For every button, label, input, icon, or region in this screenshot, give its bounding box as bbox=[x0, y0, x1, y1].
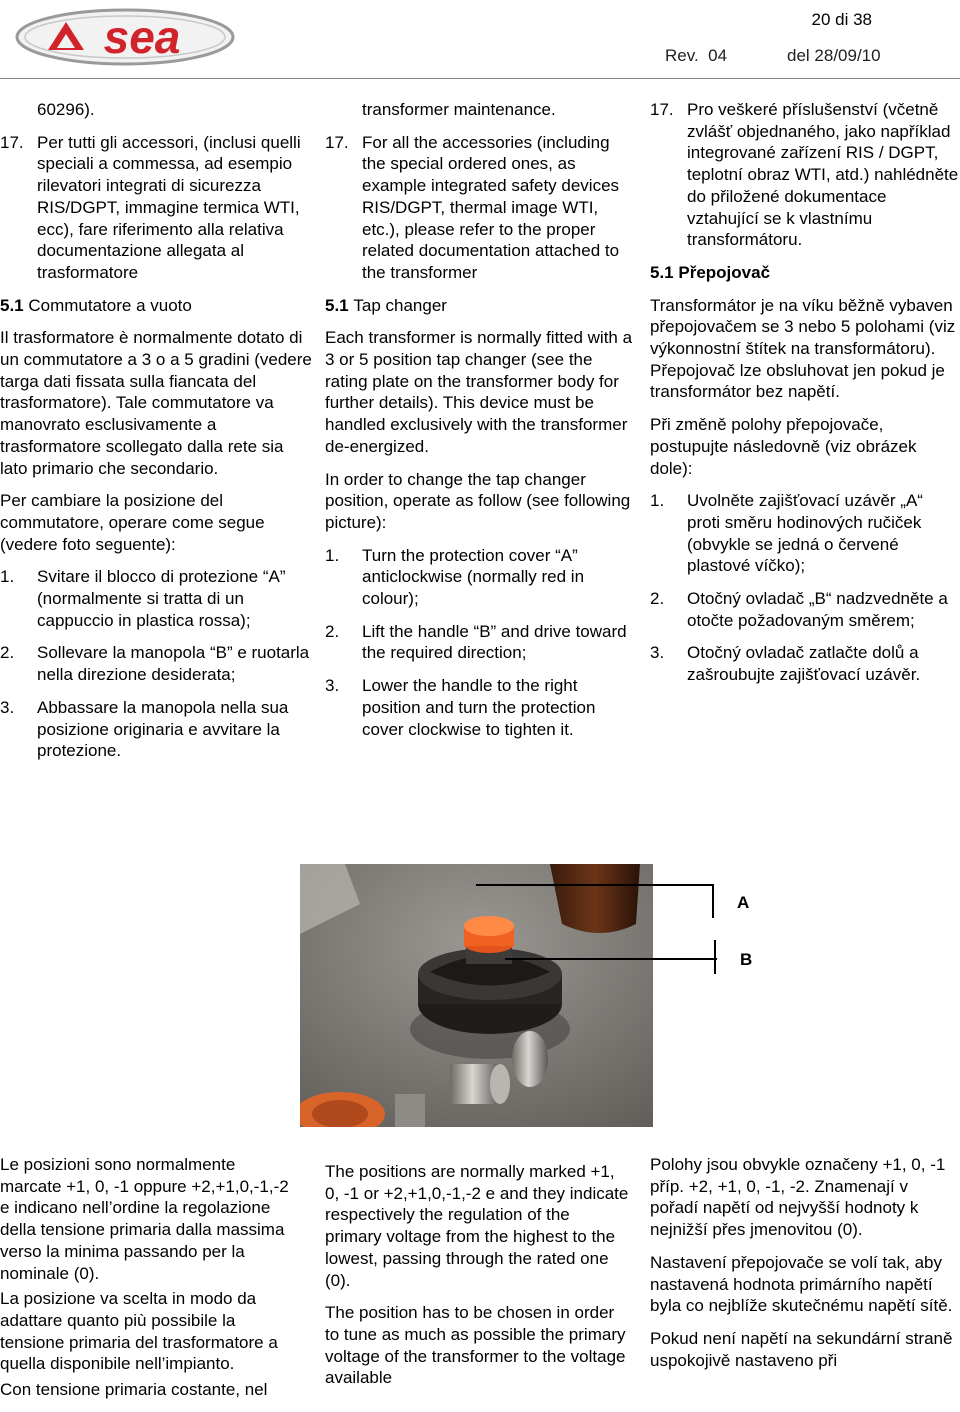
en-section-heading: 5.1 Tap changer bbox=[325, 295, 447, 315]
it-bottom bbox=[0, 1154, 300, 1412]
en-step-3: 3. Lower the handle to the right position and turn the protection cover clockwise to tighten it. bbox=[325, 676, 596, 739]
brand-wordmark: sea bbox=[103, 11, 181, 63]
cz-step-1: 1. Uvolněte zajišťovací uzávěr „A“ proti směru hodinových ručiček (obvykle se jedná o červené plastové víčko); bbox=[650, 491, 923, 576]
callout-b-line bbox=[505, 958, 717, 960]
callout-a-line bbox=[476, 884, 713, 886]
page-number: 20 di 38 bbox=[811, 10, 872, 29]
it-paragraph-1: Il trasformatore è normalmente dotato di un commutatore a 3 o a 5 gradini (vedere targa dati fissata sulla fiancata del trasformatore). Tale commutatore va manovrato esclusivamente a trasformatore scollegato dalla rete sia lato primario che secondario. bbox=[0, 328, 312, 478]
en-pre: transformer maintenance. bbox=[362, 100, 556, 119]
en-bottom bbox=[325, 1161, 630, 1400]
english-column bbox=[325, 99, 635, 751]
czech-column bbox=[650, 99, 960, 697]
en-step-2: 2. Lift the handle “B” and drive toward the required direction; bbox=[325, 621, 627, 663]
it-step-1: 1. Svitare il blocco di protezione “A” (normalmente si tratta di un cappuccio in plastica rossa); bbox=[0, 567, 286, 630]
it-paragraph-2: Per cambiare la posizione del commutatore, operare come segue (vedere foto seguente): bbox=[0, 491, 265, 554]
cz-paragraph-2: Při změně polohy přepojovače, postupujte následovně (viz obrázek dole): bbox=[650, 415, 917, 478]
italian-column bbox=[0, 99, 312, 773]
sea-logo bbox=[14, 6, 236, 68]
en-step-1: 1. Turn the protection cover “A” anticlockwise (normally red in colour); bbox=[325, 545, 585, 609]
callout-a-tick bbox=[712, 884, 714, 918]
callout-b-tick bbox=[714, 940, 716, 974]
it-step-2: 2. Sollevare la manopola “B” e ruotarla nella direzione desiderata; bbox=[0, 643, 310, 685]
cz-section-heading: 5.1 Přepojovač bbox=[650, 262, 771, 282]
it-item-17: 17. Per tutti gli accessori, (inclusi quelli speciali a commessa, ad esempio rilevatori integrati di sicurezza RIS/DGPT, immagine termica WTI, ecc), fare riferimento alla relativa documentazione allegata al trasformatore bbox=[0, 132, 301, 282]
cz-bottom-3: Pokud není napětí na sekundární straně uspokojivě nastaveno při bbox=[650, 1328, 953, 1370]
cz-bottom-1: Polohy jsou obvykle označeny +1, 0, -1 příp. +2, +1, 0, -1, -2. Znamenají v pořadí napětí od nejvyšší hodnoty k nejnižší přes jmenovitou (0). bbox=[650, 1155, 946, 1240]
tap-changer-photo bbox=[300, 864, 653, 1127]
cz-bottom bbox=[650, 1154, 960, 1382]
en-bottom-1: The positions are normally marked +1, 0, -1 or +2,+1,0,-1,-2 e and they indicate respectively the regulation of the primary voltage from the highest to the lowest, passing through the rated one (0). bbox=[325, 1162, 629, 1290]
cz-paragraph-1: Transformátor je na víku běžně vybaven přepojovačem se 3 nebo 5 polohami (viz výkonnostní štítek na transformátoru). Přepojovač lze obsluhovat jen pokud je transformátor bez napětí. bbox=[650, 295, 956, 402]
en-paragraph-1: Each transformer is normally fitted with a 3 or 5 position tap changer (see the rating plate on the transformer body for further details). This device must be handled exclusively with the transformer de-energized. bbox=[325, 328, 633, 456]
header-divider bbox=[0, 78, 960, 79]
en-bottom-2: The position has to be chosen in order to tune as much as possible the primary voltage of the transformer to the voltage available bbox=[325, 1303, 626, 1388]
it-step-3: 3. Abbassare la manopola nella sua posizione originaria e avvitare la protezione. bbox=[0, 697, 289, 761]
label-b: B bbox=[740, 950, 753, 969]
cz-step-3: 3. Otočný ovladač zatlačte dolů a zašroubujte zajišťovací uzávěr. bbox=[650, 643, 921, 685]
revision-date: del 28/09/10 bbox=[787, 46, 881, 65]
label-a: A bbox=[737, 893, 750, 912]
it-section-heading: 5.1 Commutatore a vuoto bbox=[0, 295, 192, 315]
revision-label: Rev. 04 bbox=[665, 46, 728, 65]
it-bottom-2: La posizione va scelta in modo da adattare quanto più possibile la tensione primaria del trasformatore a quella disponibile nell’impianto. bbox=[0, 1289, 278, 1374]
en-paragraph-2: In order to change the tap changer position, operate as follow (see following picture): bbox=[325, 469, 631, 532]
cz-bottom-2: Nastavení přepojovače se volí tak, aby nastavená hodnota primárního napětí byla co nejblíže skutečnému napětí sítě. bbox=[650, 1252, 953, 1316]
it-bottom-3: Con tensione primaria costante, nel bbox=[0, 1380, 268, 1400]
en-item-17: 17. For all the accessories (including the special ordered ones, as example integrated safety devices RIS/DGPT, thermal image WTI, etc.), please refer to the proper related documentation attached to the transformer bbox=[325, 132, 620, 282]
it-pre: 60296). bbox=[37, 100, 95, 119]
cz-item-17: 17. Pro veškeré příslušenství (včetně zvlášť objednaného, jako například integrované zařízení RIS / DGPT, teplotní obraz WTI, atd.) nahlédněte do přiložené dokumentace vztahující se k vlastnímu transformátoru. bbox=[650, 100, 959, 250]
it-bottom-1: Le posizioni sono normalmente marcate +1, 0, -1 oppure +2,+1,0,-1,-2 e indicano nell’ordine la regolazione della tensione primaria dalla massima verso la minima passando per la nominale (0). bbox=[0, 1155, 289, 1283]
cz-step-2: 2. Otočný ovladač „B“ nadzvedněte a otočte požadovaným směrem; bbox=[650, 589, 948, 630]
